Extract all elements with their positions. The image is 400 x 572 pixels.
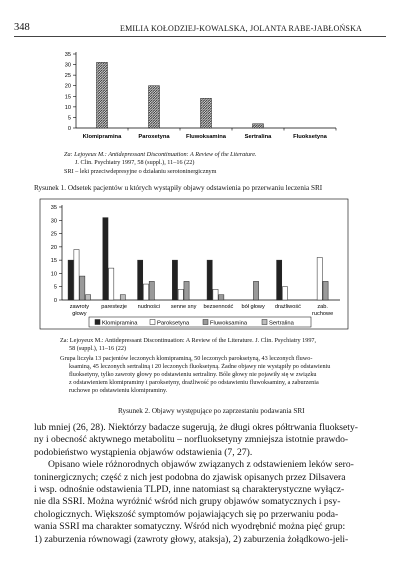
y-tick-label: 0: [53, 298, 57, 304]
figure1-source-line1: Za: Lejoyeux M.: Antidepressant Discontinuation: A Review of the Literature.: [64, 151, 257, 158]
bar-paroksetyna: [282, 287, 287, 300]
figure1-source: [64, 151, 257, 176]
bar: [97, 62, 108, 128]
y-tick-label: 15: [50, 258, 57, 265]
bar-fluwoksamina: [149, 281, 154, 300]
body-line: i wsp. odnośnie odstawienia TLPD, inne natomiast są charakterystyczne wyłącz-: [34, 484, 345, 496]
figure2-note-line: Grupa liczyła 13 pacjentów leczonych klomipraminą, 50 leczonych paroksetyną, 43 leczonych fluwo-: [60, 355, 313, 362]
figure2-source-line1: Za: Lejoyeux M.: Antidepressant Discontinuation: A Review of the Literature. J. Clin. Psychiatry 1997,: [60, 337, 317, 344]
x-tick-label: senne sny: [170, 304, 197, 310]
bar-klomipramina: [207, 260, 212, 300]
bar-klomipramina: [103, 218, 108, 300]
x-tick-label: głowy: [72, 311, 87, 317]
body-line: lub mniej (26, 28). Niektórzy badacze sugerują, że długi okres półtrwania fluoksety-: [34, 422, 358, 433]
legend-label: Fluwoksamina: [210, 320, 248, 327]
bar-sertralina: [85, 295, 90, 300]
figure1-source-line2: J. Clin. Psychiatry 1997, 58 (suppl.), 11–16 (22): [75, 159, 195, 166]
bar-klomipramina: [138, 260, 143, 300]
running-header-authors: EMILIA KOŁODZIEJ-KOWALSKA, JOLANTA RABE-JABŁOŃSKA: [120, 24, 363, 33]
x-tick-label: bezsenność: [203, 304, 234, 310]
y-tick-label: 35: [50, 205, 57, 211]
y-tick-label: 5: [53, 284, 57, 291]
figure1-note: SRI – leki przeciwdepresyjne o działaniu serotoninergicznym: [64, 168, 217, 175]
y-tick-label: 35: [64, 52, 71, 58]
figure2-note-line: fluoksetyny, tylko zawroty głowy po odstawieniu sertraliny. Bóle głowy nie pojawiły się w związku: [69, 371, 317, 378]
legend-swatch: [262, 320, 267, 325]
y-tick-label: 20: [50, 244, 57, 251]
y-tick-label: 25: [64, 73, 71, 80]
body-line: nie dla SSRI. Można wyróżnić wśród nich grupy objawów somatycznych i psy-: [34, 496, 341, 508]
bar-klomipramina: [172, 260, 177, 300]
figure2-source-line2: 58 (suppl.), 11–16 (22): [69, 345, 126, 352]
figure2-caption: Rysunek 2. Objawy występujące po zaprzestaniu podawania SRI: [118, 407, 305, 415]
bar-klomipramina: [68, 260, 73, 300]
x-tick-label: Fluwoksamina: [186, 134, 226, 140]
body-line: Opisano wiele różnorodnych objawów związanych z odstawieniem leków sero-: [48, 459, 354, 471]
bar-klomipramina: [277, 260, 282, 300]
x-tick-label: bół głowy: [241, 304, 265, 310]
body-line: wania SSRI ma charakter somatyczny. Wśród nich wyodrębnić można pięć grup:: [34, 521, 346, 533]
bar-paroksetyna: [178, 289, 183, 300]
x-tick-label: drażliwość: [274, 304, 301, 310]
body-line: 1) zaburzenia równowagi (zawroty głowy, ataksja), 2) zaburzenia żołądkowo-jeli-: [34, 533, 349, 545]
legend-label: Paroksetyna: [157, 320, 190, 327]
page-number: 348: [14, 22, 30, 33]
y-tick-label: 10: [50, 271, 57, 278]
y-tick-label: 15: [64, 94, 71, 101]
bar-paroksetyna: [317, 257, 322, 300]
x-tick-label: nudności: [137, 304, 161, 310]
figure2-note-line: ruchowe po odstawieniu klomipraminy.: [69, 387, 168, 394]
bar-fluwoksamina: [219, 295, 224, 300]
figure2-note-line: ksaminą, 45 leczonych sertraliną i 20 leczonych fluoksetyną. Żadne objawy nie wystąpiły po odstawieniu: [69, 363, 331, 370]
body-line: podobieństwo wystąpienia objawów odstawienia (7, 27).: [34, 446, 253, 458]
y-tick-label: 30: [64, 62, 71, 69]
legend-swatch: [150, 320, 155, 325]
x-tick-label: parestezje: [101, 304, 128, 310]
y-tick-label: 30: [50, 218, 57, 225]
bar-fluwoksamina: [80, 276, 85, 300]
x-tick-label: ruchowe: [312, 311, 334, 317]
y-tick-label: 25: [50, 231, 57, 238]
bar-fluwoksamina: [184, 281, 189, 300]
figure2-note-line: z odstawieniem klomipraminy i paroksetyny, drażliwość po odstawieniu fluwoksaminy, a zaburzenia: [69, 379, 319, 386]
y-tick-label: 5: [67, 115, 71, 122]
header-rule: [14, 36, 386, 37]
bar-paroksetyna: [143, 284, 148, 300]
y-tick-label: 0: [67, 126, 71, 132]
y-tick-label: 20: [64, 83, 71, 90]
legend-label: Sertralina: [269, 320, 294, 327]
bar-paroksetyna: [109, 268, 114, 300]
bar-paroksetyna: [74, 250, 79, 300]
body-text: [34, 422, 380, 546]
x-tick-label: zab.: [317, 304, 328, 310]
legend-swatch: [203, 320, 208, 325]
x-tick-label: Sertralina: [244, 134, 272, 140]
x-tick-label: zawroty: [69, 304, 90, 310]
figure1-chart: [0, 42, 400, 148]
figure2-chart: [0, 198, 400, 330]
legend-label: Klomipramina: [102, 320, 138, 327]
bar-paroksetyna: [213, 289, 218, 300]
x-tick-label: Klomipramina: [82, 134, 122, 140]
legend: [89, 317, 311, 327]
body-line: ny i obecność aktywnego metabolitu – norfluoksetyny zmniejsza istotnie prawdo-: [34, 434, 349, 446]
bar-sertralina: [120, 295, 125, 300]
bar-fluwoksamina: [253, 281, 258, 300]
figure2-source: [60, 337, 380, 395]
body-line: chologicznych. Większość symptomów pojawiających się po przerwaniu poda-: [34, 508, 339, 520]
bar-fluwoksamina: [323, 281, 328, 300]
body-line: toninergicznych; część z nich jest podobna do zjawisk opisanych przez Dilsavera: [34, 471, 346, 483]
bar: [149, 86, 160, 128]
x-tick-label: Fluoksetyna: [293, 134, 327, 140]
figure1-caption: Rysunek 1. Odsetek pacjentów u których wystąpiły objawy odstawienia po przerwaniu leczenia SRI: [34, 184, 323, 192]
y-tick-label: 10: [64, 104, 71, 111]
bar: [201, 98, 212, 128]
x-tick-label: Paroxetyna: [138, 134, 170, 140]
bar: [253, 124, 264, 128]
legend-swatch: [95, 320, 100, 325]
